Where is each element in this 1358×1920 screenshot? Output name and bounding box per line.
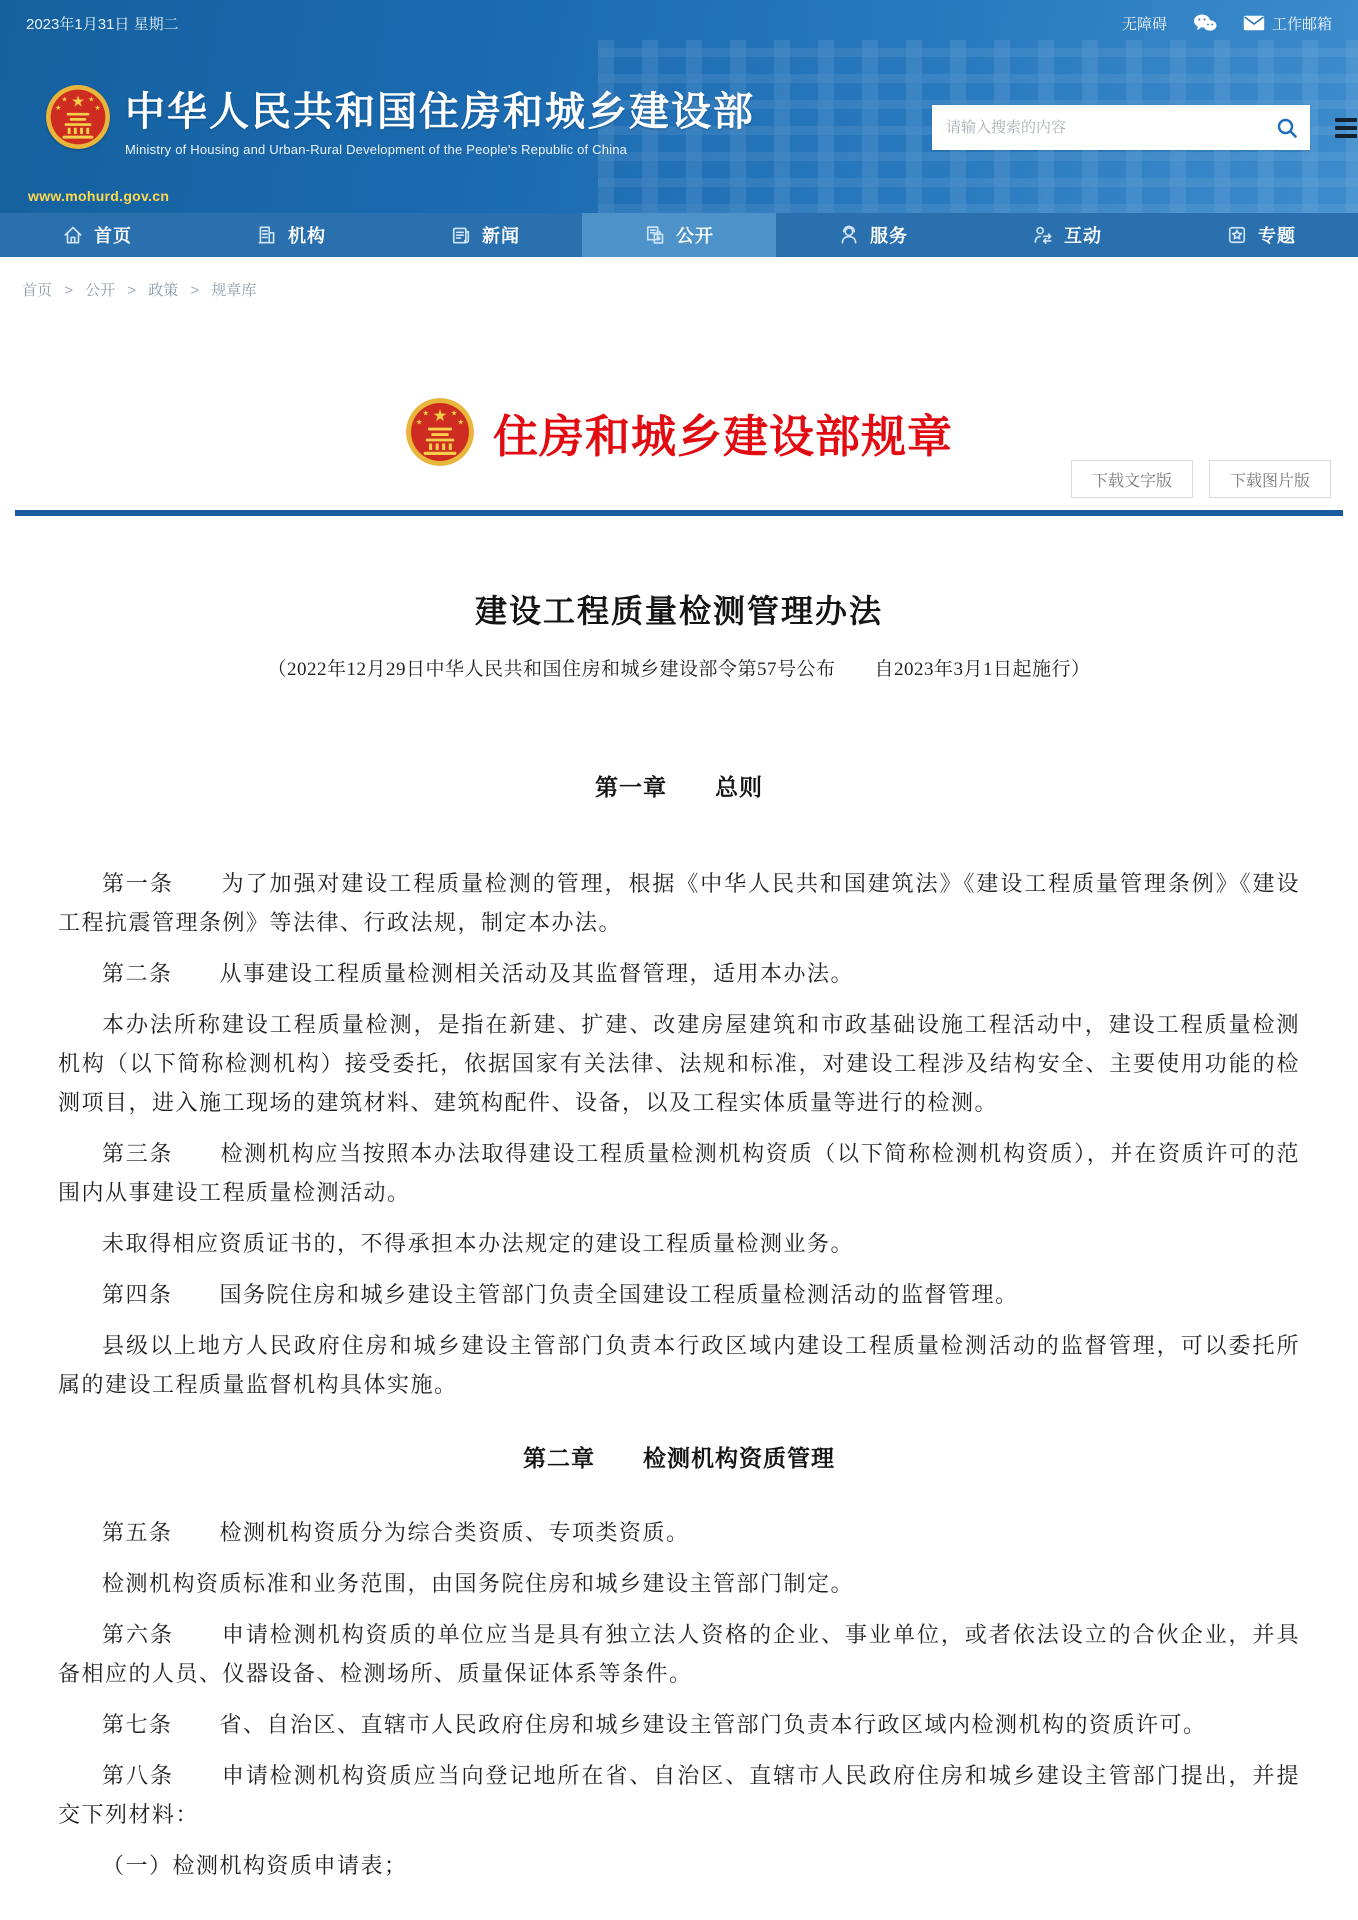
nav-item-label: 公开: [676, 226, 714, 246]
document-paragraph: 本办法所称建设工程质量检测，是指在新建、扩建、改建房屋建筑和市政基础设施工程活动中，建设工程质量检测机构（以下简称检测机构）接受委托，依据国家有关法律、法规和标准，对建设工程涉及结构安全、主要使用功能的检测项目，进入施工现场的建筑材料、建筑构配件、设备，以及工程实体质量等进行的检测。: [58, 1012, 1300, 1115]
nav-item-label: 互动: [1064, 226, 1102, 246]
breadcrumb-separator: >: [127, 282, 137, 299]
download-actions: [0, 460, 1358, 498]
breadcrumb-home[interactable]: 首页: [22, 282, 53, 299]
search-box: [932, 105, 1310, 150]
divider-rule: [15, 510, 1343, 516]
chapter-heading: 第一章 总则: [595, 774, 763, 800]
national-emblem-icon: [405, 397, 475, 467]
nav-item-label: 机构: [288, 226, 326, 246]
current-date: 2023年1月31日 星期二: [26, 15, 179, 33]
document-paragraph: 第四条 国务院住房和城乡建设主管部门负责全国建设工程质量检测活动的监督管理。: [102, 1282, 1019, 1307]
document-paragraph: 第八条 申请检测机构资质应当向登记地所在省、自治区、直辖市人民政府住房和城乡建设主管部门提出，并提交下列材料：: [58, 1763, 1300, 1827]
nav-item-label: 专题: [1258, 226, 1296, 246]
download-text-version-button[interactable]: 下载文字版: [1071, 460, 1193, 498]
nav-item-home[interactable]: [0, 213, 194, 257]
nav-item-news[interactable]: [388, 213, 582, 257]
home-icon: [62, 224, 84, 246]
svg-text:★: ★: [422, 408, 430, 418]
document-subtitle: （2022年12月29日中华人民共和国住房和城乡建设部令第57号公布 自2023年3月1日起施行）: [267, 659, 1091, 680]
svg-text:★: ★: [61, 94, 68, 104]
document-paragraph: 县级以上地方人民政府住房和城乡建设主管部门负责本行政区域内建设工程质量检测活动的监督管理，可以委托所属的建设工程质量监督机构具体实施。: [58, 1333, 1300, 1397]
topic-icon: [1226, 224, 1248, 246]
download-image-version-button[interactable]: 下载图片版: [1209, 460, 1331, 498]
document-paragraph: 第五条 检测机构资质分为综合类资质、专项类资质。: [102, 1520, 690, 1545]
nav-item-interaction[interactable]: [970, 213, 1164, 257]
regulation-banner-title: 住房和城乡建设部规章: [492, 411, 953, 462]
interaction-icon: [1032, 224, 1054, 246]
news-icon: [450, 224, 472, 246]
svg-text:★: ★: [450, 408, 458, 418]
document-paragraph: （一）检测机构资质申请表；: [102, 1853, 408, 1878]
document-body: [58, 586, 1300, 1885]
nav-item-topic[interactable]: [1164, 213, 1358, 257]
brand-text: [125, 90, 755, 157]
work-mailbox-link[interactable]: [1243, 13, 1332, 34]
document-paragraph: 检测机构资质标准和业务范围，由国务院住房和城乡建设主管部门制定。: [102, 1571, 855, 1596]
document-paragraph: 第三条 检测机构应当按照本办法取得建设工程质量检测机构资质（以下简称检测机构资质），并在资质许可的范围内从事建设工程质量检测活动。: [58, 1141, 1300, 1205]
site-url: www.mohurd.gov.cn: [28, 188, 170, 204]
top-bar: [0, 0, 1358, 46]
svg-text:★: ★: [71, 93, 85, 111]
search-button[interactable]: [1264, 105, 1310, 150]
national-emblem-icon: [45, 84, 111, 150]
nav-item-label: 服务: [870, 226, 908, 246]
document-title: 建设工程质量检测管理办法: [474, 593, 883, 629]
document-paragraph: 第二条 从事建设工程质量检测相关活动及其监督管理，适用本办法。: [102, 961, 855, 986]
wechat-icon[interactable]: [1193, 13, 1217, 33]
nav-item-service[interactable]: [776, 213, 970, 257]
work-mailbox-label: 工作邮箱: [1271, 15, 1332, 33]
document-paragraph: 第一条 为了加强对建设工程质量检测的管理，根据《中华人民共和国建筑法》《建设工程质量管理条例》《建设工程抗震管理条例》等法律、行政法规，制定本办法。: [58, 871, 1300, 935]
accessibility-link[interactable]: [1122, 13, 1167, 34]
svg-text:★: ★: [415, 417, 423, 427]
nav-item-disclosure[interactable]: [582, 213, 776, 257]
main-navigation: [0, 213, 1358, 257]
breadcrumb-separator: >: [190, 282, 200, 299]
disclosure-icon: [644, 224, 666, 246]
svg-text:★: ★: [88, 94, 95, 104]
site-header: [0, 0, 1358, 213]
document-paragraph: 第七条 省、自治区、直辖市人民政府住房和城乡建设主管部门负责本行政区域内检测机构的资质许可。: [102, 1712, 1207, 1737]
breadcrumb-policy[interactable]: 政策: [148, 282, 179, 299]
nav-item-organization[interactable]: [194, 213, 388, 257]
search-area: [932, 105, 1357, 150]
svg-text:★: ★: [432, 407, 448, 426]
search-icon: [1276, 117, 1298, 139]
nav-item-label: 首页: [94, 226, 132, 246]
site-title: 中华人民共和国住房和城乡建设部: [125, 90, 755, 134]
svg-text:★: ★: [94, 102, 101, 112]
breadcrumb-regulations[interactable]: 规章库: [211, 282, 257, 299]
breadcrumb-separator: >: [64, 282, 73, 299]
menu-icon[interactable]: [1335, 118, 1357, 138]
svg-text:★: ★: [55, 102, 62, 112]
breadcrumb-disclosure[interactable]: 公开: [85, 282, 116, 299]
chapter-heading: 第二章 检测机构资质管理: [523, 1445, 835, 1471]
accessibility-label: 无障碍: [1121, 15, 1167, 33]
document-paragraph: 第六条 申请检测机构资质的单位应当是具有独立法人资格的企业、事业单位，或者依法设立的合伙企业，并具备相应的人员、仪器设备、检测场所、质量保证体系等条件。: [58, 1622, 1300, 1686]
document-paragraph: 未取得相应资质证书的，不得承担本办法规定的建设工程质量检测业务。: [102, 1231, 855, 1256]
breadcrumb: [0, 257, 1358, 300]
organization-icon: [256, 224, 278, 246]
site-subtitle-english: Ministry of Housing and Urban-Rural Development of the People's Republic of China: [125, 142, 628, 157]
service-icon: [838, 224, 860, 246]
topbar-links: [1122, 13, 1332, 34]
search-input[interactable]: [932, 105, 1264, 150]
nav-item-label: 新闻: [482, 226, 520, 246]
svg-text:★: ★: [457, 417, 465, 427]
